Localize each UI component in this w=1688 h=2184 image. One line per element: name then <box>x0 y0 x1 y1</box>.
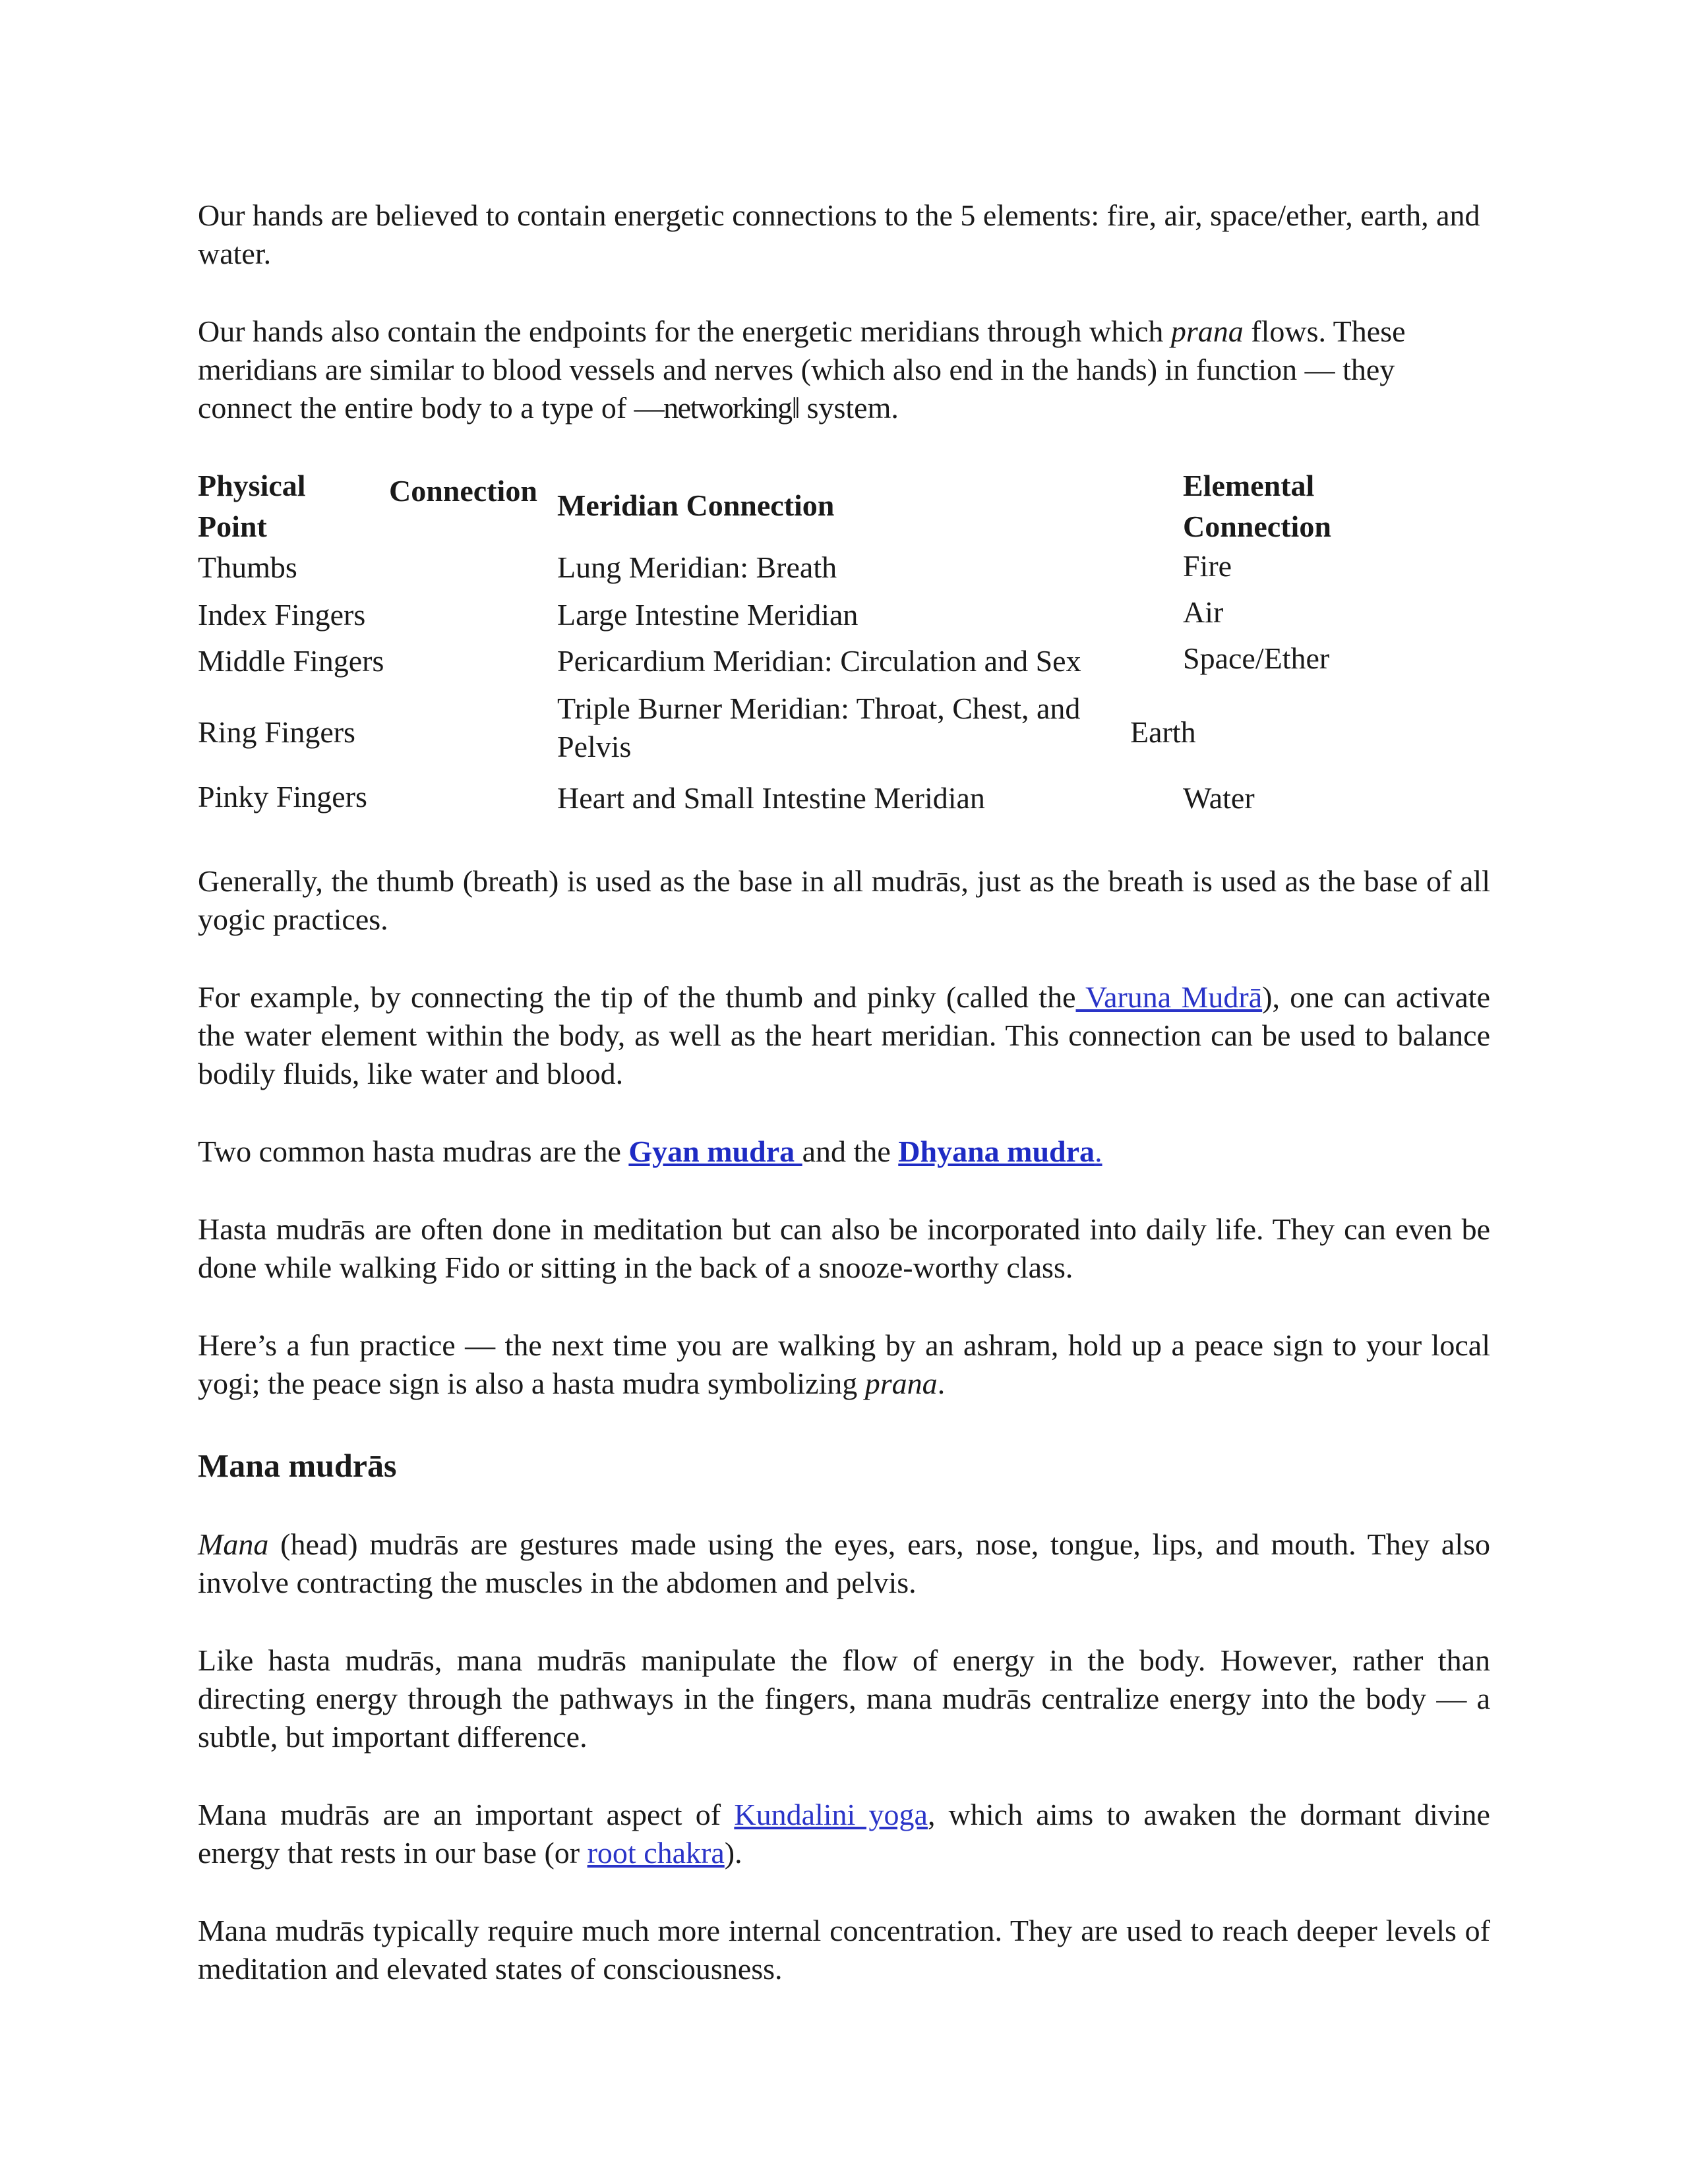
row-3-meridian: Pericardium Meridian: Circulation and Sex <box>557 644 1081 678</box>
intro-p2-text-2: flows. These meridians are similar to blood vessels and nerves (which also end in the hands) in function — they connect the entire body to a type of <box>198 314 1406 425</box>
common-mudras-paragraph: Two common hasta mudras are the Gyan mudra and the Dhyana mudra. <box>198 1135 1102 1168</box>
dhyana-mudra-link[interactable]: Dhyana mudra <box>898 1135 1095 1168</box>
header-elemental-connection: Elemental Connection <box>1183 469 1331 543</box>
row-2-element: Air <box>1183 595 1224 629</box>
row-2-point: Index Fingers <box>198 598 366 632</box>
row-4-point: Ring Fingers <box>198 715 355 749</box>
row-5-meridian: Heart and Small Intestine Meridian <box>557 781 985 815</box>
mana-paragraph-1: Mana (head) mudrās are gestures made using the eyes, ears, nose, tongue, lips, and mouth. They also involve contracting the muscles in the abdomen and pelvis. <box>198 1527 1490 1599</box>
networking-quote: ―networking‖ <box>634 391 800 425</box>
kundalini-yoga-link[interactable]: Kundalini yoga <box>734 1798 928 1831</box>
row-1-element: Fire <box>1183 549 1232 583</box>
mana-paragraph-4: Mana mudrās typically require much more internal concentration. They are used to reach deeper levels of meditation and elevated states of consciousness. <box>198 1914 1490 1986</box>
row-3-element: Space/Ether <box>1183 641 1330 675</box>
prana-emphasis-2: prana <box>864 1367 938 1400</box>
intro-paragraph-2 <box>198 312 1490 427</box>
meridian-table <box>198 467 1490 823</box>
intro-p2-end: system. <box>799 391 899 425</box>
root-chakra-link[interactable]: root chakra <box>587 1836 725 1870</box>
example-paragraph: For example, by connecting the tip of the thumb and pinky (called the Varuna Mudrā), one can activate the water element within the body, as well as the heart meridian. This connection can be used to balance bodily fluids, like water and blood. <box>198 980 1490 1090</box>
row-1-meridian: Lung Meridian: Breath <box>557 550 837 584</box>
row-1-point: Thumbs <box>198 550 297 584</box>
intro-p2-text: Our hands also contain the endpoints for the energetic meridians through which <box>198 314 1171 348</box>
header-meridian-connection: Meridian Connection <box>557 488 835 522</box>
prana-emphasis: prana <box>1170 314 1244 348</box>
mana-paragraph-2: Like hasta mudrās, mana mudrās manipulate the flow of energy in the body. However, rather than directing energy through the pathways in the fingers, mana mudrās centralize energy into the body — a subtle, but important difference. <box>198 1643 1490 1754</box>
thumb-paragraph: Generally, the thumb (breath) is used as the base in all mudrās, just as the breath is used as the base of all yogic practices. <box>198 864 1490 936</box>
row-4-meridian: Triple Burner Meridian: Throat, Chest, and Pelvis <box>557 692 1081 763</box>
varuna-mudra-link[interactable]: Varuna Mudrā <box>1075 980 1263 1014</box>
section-heading-mana-mudras: Mana mudrās <box>198 1447 397 1484</box>
intro-paragraph-1: Our hands are believed to contain energetic connections to the 5 elements: fire, air, space/ether, earth, and water. <box>198 198 1480 270</box>
row-5-element: Water <box>1183 781 1255 815</box>
header-physical-point: Physical Point <box>198 469 306 543</box>
row-5-point: Pinky Fingers <box>198 780 367 813</box>
mana-paragraph-3: Mana mudrās are an important aspect of Kundalini yoga, which aims to awaken the dormant divine energy that rests in our base (or root chakra). <box>198 1798 1490 1870</box>
document-page <box>198 196 1490 1988</box>
fun-practice-paragraph: Here’s a fun practice — the next time you are walking by an ashram, hold up a peace sign to your local yogi; the peace sign is also a hasta mudra symbolizing prana. <box>198 1328 1490 1400</box>
row-4-element: Earth <box>1130 715 1196 749</box>
row-2-meridian: Large Intestine Meridian <box>557 598 859 632</box>
gyan-mudra-link[interactable]: Gyan mudra <box>628 1135 802 1168</box>
hasta-paragraph: Hasta mudrās are often done in meditation but can also be incorporated into daily life. They can even be done while walking Fido or sitting in the back of a snooze-worthy class. <box>198 1212 1490 1284</box>
row-3-point: Middle Fingers <box>198 644 384 678</box>
header-connection: Connection <box>389 474 537 508</box>
dhyana-mudra-link-period[interactable]: . <box>1095 1135 1102 1168</box>
mana-emphasis: Mana <box>198 1527 269 1561</box>
